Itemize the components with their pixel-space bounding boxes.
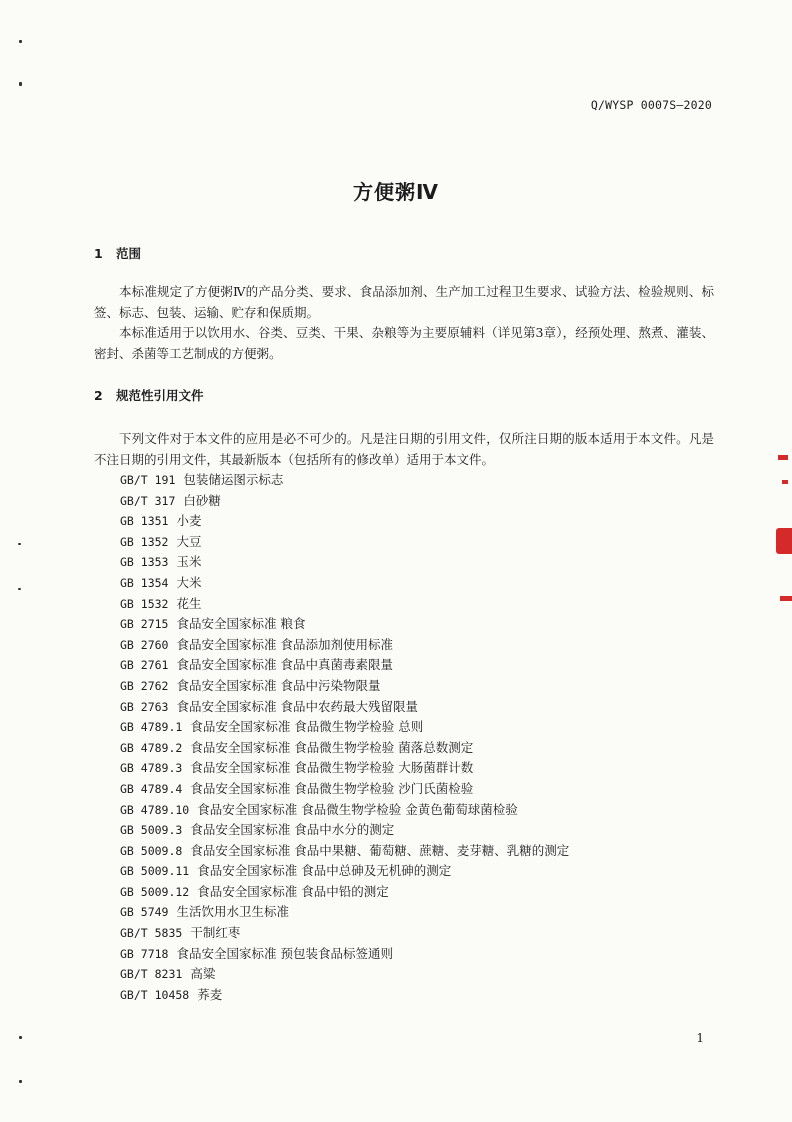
reference-code: GB 4789.3 — [120, 761, 183, 776]
reference-code: GB 4789.2 — [120, 740, 183, 755]
reference-item — [120, 841, 569, 862]
reference-code: GB 2763 — [120, 699, 169, 714]
reference-item — [120, 758, 569, 779]
reference-item — [120, 573, 569, 594]
section-heading-normative-references — [94, 386, 204, 404]
reference-item — [120, 655, 569, 676]
reference-item — [120, 861, 569, 882]
reference-item — [120, 902, 569, 923]
reference-code: GB/T 191 — [120, 473, 176, 487]
reference-code: GB/T 8231 — [120, 967, 183, 982]
reference-item — [120, 511, 569, 532]
reference-code: GB 7718 — [120, 946, 169, 961]
reference-item — [120, 882, 569, 903]
scan-speck — [18, 543, 21, 545]
reference-title: 荞麦 — [197, 986, 223, 1002]
reference-code: GB/T 317 — [120, 493, 176, 508]
reference-title: 食品安全国家标准 食品中污染物限量 — [176, 677, 381, 693]
document-title: 方便粥Ⅳ — [353, 180, 439, 204]
scan-speck — [19, 1036, 22, 1039]
reference-item — [120, 985, 569, 1006]
reference-item — [120, 923, 569, 944]
reference-title: 生活饮用水卫生标准 — [176, 904, 289, 920]
reference-title: 小麦 — [176, 513, 202, 529]
paragraph: 本标准适用于以饮用水、谷类、豆类、干果、杂粮等为主要原辅料（详见第3章），经预处理、熬煮、灌装、密封、杀菌等工艺制成的方便粥。 — [94, 325, 714, 361]
reference-item — [120, 491, 569, 512]
seal-fragment — [780, 596, 792, 601]
reference-title: 花生 — [176, 595, 202, 611]
reference-item — [120, 470, 569, 491]
reference-code: GB 1532 — [120, 596, 169, 611]
reference-code: GB 4789.10 — [120, 802, 190, 817]
scan-speck — [19, 1080, 22, 1083]
paragraph: 本标准规定了方便粥Ⅳ的产品分类、要求、食品添加剂、生产加工过程卫生要求、试验方法、检验规则、标签、标志、包装、运输、贮存和保质期。 — [94, 284, 714, 320]
reference-code: GB 2715 — [120, 617, 169, 632]
scan-speck — [19, 40, 22, 43]
reference-item — [120, 964, 569, 985]
reference-title: 食品安全国家标准 食品微生物学检验 菌落总数测定 — [190, 739, 474, 755]
reference-title: 食品安全国家标准 食品中总砷及无机砷的测定 — [197, 863, 452, 879]
reference-item — [120, 717, 569, 738]
reference-title: 食品安全国家标准 食品中真菌毒素限量 — [176, 657, 393, 673]
section-title: 规范性引用文件 — [116, 388, 204, 403]
seal-fragment — [776, 528, 792, 554]
reference-item — [120, 676, 569, 697]
reference-code: GB 2762 — [120, 678, 169, 693]
reference-item — [120, 697, 569, 718]
reference-item — [120, 820, 569, 841]
reference-title: 干制红枣 — [190, 925, 241, 941]
section-heading-scope — [94, 244, 141, 262]
reference-title: 食品安全国家标准 食品添加剂使用标准 — [176, 636, 393, 652]
reference-code: GB 5009.11 — [120, 864, 190, 879]
section-number: 2 — [94, 388, 103, 403]
reference-code: GB 1354 — [120, 575, 169, 590]
reference-code: GB 5009.8 — [120, 843, 183, 858]
reference-title: 食品安全国家标准 预包装食品标签通则 — [176, 945, 393, 961]
reference-title: 食品安全国家标准 食品中农药最大残留限量 — [176, 698, 418, 714]
document-code: Q/WYSP 0007S—2020 — [590, 98, 712, 112]
reference-code: GB 5009.3 — [120, 823, 183, 838]
reference-title: 食品安全国家标准 食品微生物学检验 总则 — [190, 719, 424, 735]
reference-code: GB/T 5835 — [120, 926, 183, 941]
reference-item — [120, 738, 569, 759]
reference-item — [120, 779, 569, 800]
reference-title: 食品安全国家标准 粮食 — [176, 616, 306, 632]
reference-list — [120, 470, 569, 1005]
reference-title: 大豆 — [176, 533, 202, 549]
reference-title: 食品安全国家标准 食品中铅的测定 — [197, 883, 389, 899]
reference-code: GB 4789.4 — [120, 781, 183, 796]
reference-title: 玉米 — [176, 554, 202, 570]
reference-item — [120, 594, 569, 615]
reference-title: 食品安全国家标准 食品微生物学检验 金黄色葡萄球菌检验 — [197, 801, 518, 817]
reference-title: 高粱 — [190, 966, 216, 982]
page-number: 1 — [696, 1031, 704, 1045]
reference-title: 白砂糖 — [183, 492, 221, 508]
reference-code: GB 1352 — [120, 534, 169, 549]
reference-title: 食品安全国家标准 食品中果糖、葡萄糖、蔗糖、麦芽糖、乳糖的测定 — [190, 842, 570, 858]
seal-fragment — [778, 455, 788, 460]
scan-speck — [19, 82, 22, 86]
reference-code: GB 2760 — [120, 637, 169, 652]
reference-code: GB 1351 — [120, 514, 169, 529]
section-title: 范围 — [116, 246, 142, 261]
reference-item — [120, 800, 569, 821]
reference-code: GB/T 10458 — [120, 987, 190, 1002]
reference-code: GB 4789.1 — [120, 720, 183, 735]
scan-speck — [18, 588, 21, 590]
reference-code: GB 1353 — [120, 555, 169, 570]
reference-item — [120, 944, 569, 965]
section-number: 1 — [94, 246, 103, 261]
reference-item — [120, 614, 569, 635]
reference-title: 包装储运图示标志 — [183, 472, 284, 487]
reference-code: GB 5009.12 — [120, 884, 190, 899]
reference-title: 食品安全国家标准 食品微生物学检验 沙门氏菌检验 — [190, 780, 474, 796]
reference-item — [120, 552, 569, 573]
reference-item — [120, 532, 569, 553]
reference-code: GB 2761 — [120, 658, 169, 673]
paragraph: 下列文件对于本文件的应用是必不可少的。凡是注日期的引用文件，仅所注日期的版本适用于本文件。凡是不注日期的引用文件，其最新版本（包括所有的修改单）适用于本文件。 — [94, 431, 714, 467]
reference-title: 大米 — [176, 574, 202, 590]
reference-item — [120, 635, 569, 656]
reference-code: GB 5749 — [120, 905, 169, 920]
seal-fragment — [782, 480, 788, 484]
reference-title: 食品安全国家标准 食品微生物学检验 大肠菌群计数 — [190, 760, 474, 776]
reference-title: 食品安全国家标准 食品中水分的测定 — [190, 822, 395, 838]
